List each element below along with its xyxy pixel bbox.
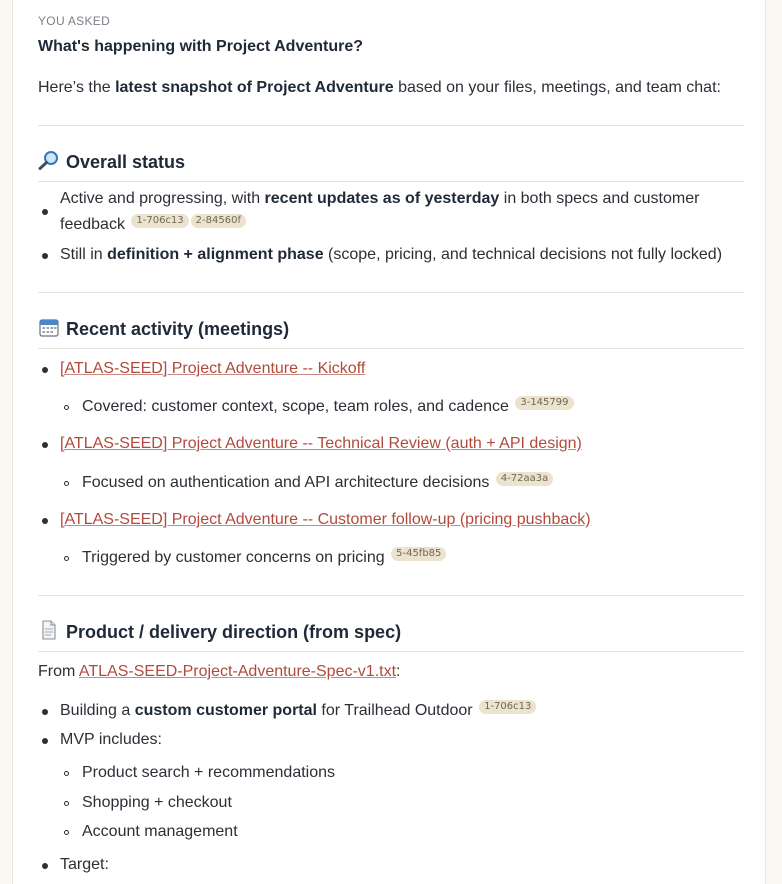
bullet: [42, 209, 48, 215]
chat-response-card: [12, 0, 766, 884]
bullet: [42, 863, 48, 869]
list-item: [60, 431, 582, 457]
magnifier-icon: [38, 150, 60, 175]
list-item: Triggered by customer concerns on pricing 5-45fb85: [82, 545, 446, 571]
calendar-icon: [38, 317, 60, 342]
citation-chip[interactable]: 1-706c13: [479, 700, 536, 714]
section-heading-product: Product / delivery direction (from spec): [38, 620, 744, 652]
divider: [38, 595, 744, 596]
list-item: Shopping + checkout: [82, 794, 232, 811]
sub-bullet: [64, 556, 69, 561]
list-item: Focused on authentication and API architecture decisions 4-72aa3a: [82, 470, 553, 496]
citation-chip[interactable]: 1-706c13: [131, 214, 188, 228]
sub-bullet: [64, 830, 69, 835]
bullet: [42, 367, 48, 373]
meeting-link-customer-follow-up[interactable]: [ATLAS-SEED] Project Adventure -- Customer follow-up (pricing pushback): [60, 511, 591, 528]
citation-chip[interactable]: 2-84560f: [191, 214, 246, 228]
citation-chip[interactable]: 5-45fb85: [391, 547, 446, 561]
divider: [38, 125, 744, 126]
you-asked-label: YOU ASKED: [38, 14, 111, 28]
bullet: [42, 738, 48, 744]
list-item: [60, 356, 365, 382]
list-item: Account management: [82, 823, 238, 840]
meeting-link-technical-review[interactable]: [ATLAS-SEED] Project Adventure -- Technical Review (auth + API design): [60, 435, 582, 452]
sub-bullet: [64, 771, 69, 776]
spec-source-line: From ATLAS-SEED-Project-Adventure-Spec-v1.txt:: [38, 663, 401, 680]
list-item: Still in definition + alignment phase (scope, pricing, and technical decisions not fully locked): [60, 246, 723, 263]
bullet: [42, 709, 48, 715]
spec-file-link[interactable]: ATLAS-SEED-Project-Adventure-Spec-v1.txt: [78, 663, 397, 680]
sub-bullet: [64, 481, 69, 486]
document-icon: [38, 620, 60, 645]
list-item: [60, 507, 591, 533]
list-item: Building a custom customer portal for Trailhead Outdoor 1-706c13: [60, 698, 536, 724]
intro-text: Here’s the latest snapshot of Project Adventure based on your files, meetings, and team chat:: [38, 79, 721, 96]
bullet: [42, 253, 48, 259]
citation-chip[interactable]: 4-72aa3a: [496, 472, 553, 486]
list-item: Covered: customer context, scope, team roles, and cadence 3-145799: [82, 394, 574, 420]
list-item: Active and progressing, with recent updates as of yesterday in both specs and customer feedback 1-706c13 2-84560f: [60, 190, 700, 233]
section-heading-status: Overall status: [38, 150, 744, 182]
list-item: Target:: [60, 856, 109, 873]
list-item: MVP includes:: [60, 731, 162, 748]
user-question: What's happening with Project Adventure?: [38, 38, 364, 55]
section-heading-activity: Recent activity (meetings): [38, 317, 744, 349]
bullet: [42, 518, 48, 524]
sub-bullet: [64, 801, 69, 806]
meeting-link-kickoff[interactable]: [ATLAS-SEED] Project Adventure -- Kickoff: [60, 360, 366, 377]
bullet: [42, 442, 48, 448]
citation-chip[interactable]: 3-145799: [515, 396, 573, 410]
sub-bullet: [64, 405, 69, 410]
divider: [38, 292, 744, 293]
list-item: Product search + recommendations: [82, 764, 336, 781]
